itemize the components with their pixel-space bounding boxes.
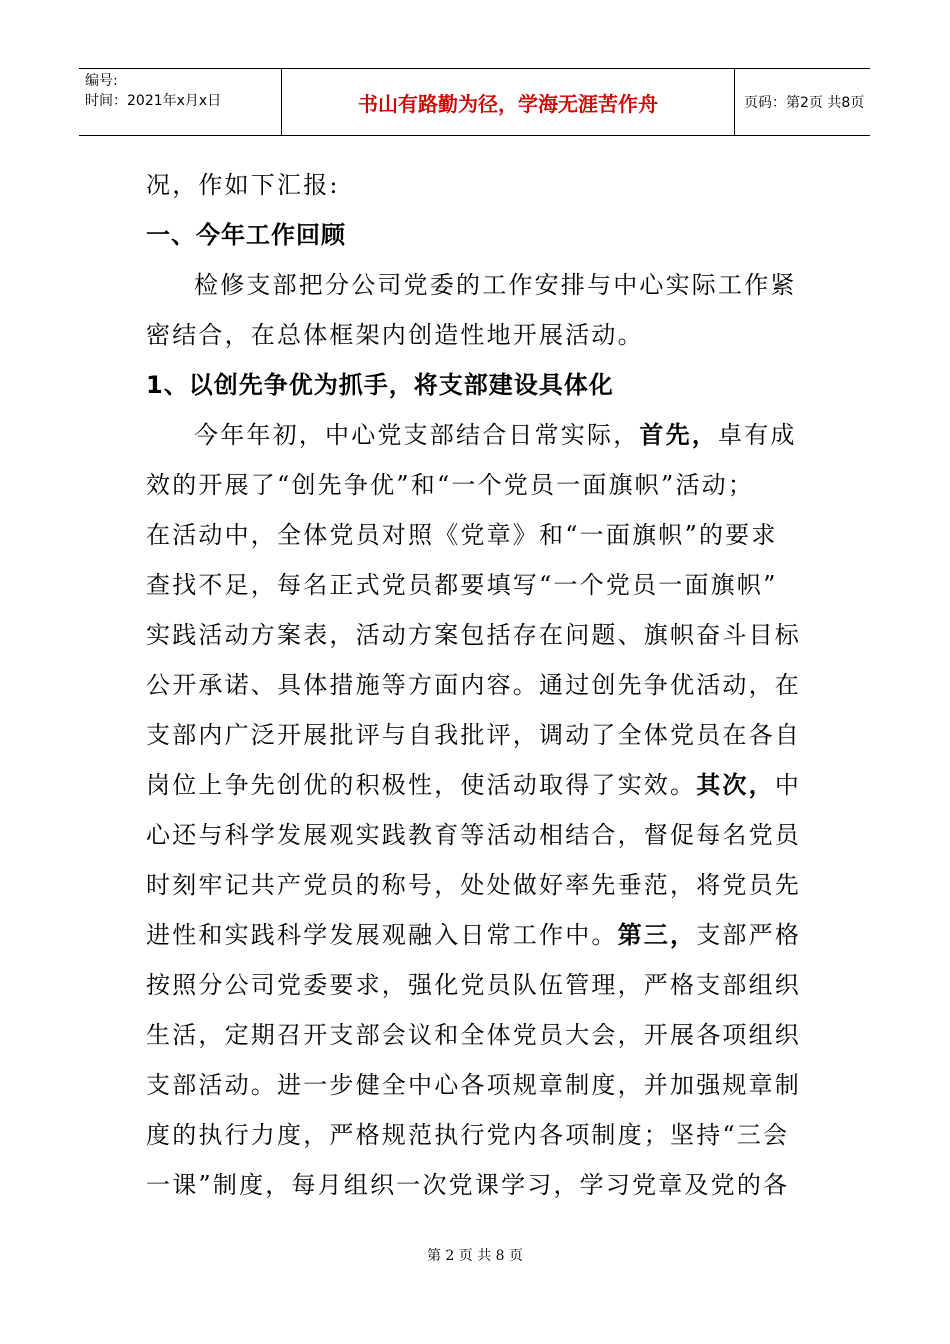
text-span: 卓有成 — [718, 421, 797, 449]
text-line: 心还与科学发展观实践教育等活动相结合，督促每名党员 — [146, 821, 801, 849]
text-line: 按照分公司党委要求，强化党员队伍管理，严格支部组织 — [146, 971, 801, 999]
emphasis-third: 第三， — [617, 921, 697, 949]
text-line: 查找不足，每名正式党员都要填写“一个党员一面旗帜” — [146, 571, 778, 599]
paragraph-start: 检修支部把分公司党委的工作安排与中心实际工作紧 — [194, 271, 797, 299]
text-line: 生活，定期召开支部会议和全体党员大会，开展各项组织 — [146, 1021, 801, 1049]
text-line: 效的开展了“创先争优”和“一个党员一面旗帜”活动； — [146, 471, 755, 499]
header-info-cell — [79, 69, 281, 135]
text-line: 密结合，在总体框架内创造性地开展活动。 — [146, 321, 644, 349]
text-span: 岗位上争先创优的积极性，使活动取得了实效。 — [146, 771, 697, 799]
text-line: 时刻牢记共产党员的称号，处处做好率先垂范，将党员先 — [146, 871, 801, 899]
text-span: 中 — [774, 771, 802, 799]
text-line: 况，作如下汇报: — [146, 171, 340, 199]
paragraph-start — [146, 410, 806, 460]
text-line: 支部活动。进一步健全中心各项规章制度，并加强规章制 — [146, 1071, 801, 1099]
text-line: 支部内广泛开展批评与自我批评，调动了全体党员在各自 — [146, 721, 801, 749]
text-line: 度的执行力度，严格规范执行党内各项制度；坚持“三会 — [146, 1121, 790, 1149]
text-line — [146, 760, 806, 810]
text-span: 今年年初，中心党支部结合日常实际， — [194, 421, 640, 449]
document-body — [146, 160, 806, 1210]
subsection-heading: 1、以创先争优为抓手，将支部建设具体化 — [146, 371, 614, 399]
header-table — [79, 68, 870, 136]
emphasis-first: 首先， — [639, 421, 719, 449]
text-line: 实践活动方案表，活动方案包括存在问题、旗帜奋斗目标 — [146, 621, 801, 649]
text-span: 支部严格 — [696, 921, 802, 949]
motto: 书山有路勤为径，学海无涯苦作舟 — [281, 69, 735, 135]
text-line — [146, 910, 806, 960]
page-label: 页码：第2页 共8页 — [744, 95, 865, 111]
section-heading: 一、今年工作回顾 — [146, 221, 346, 249]
emphasis-second: 其次， — [696, 771, 775, 799]
text-line: 公开承诺、具体措施等方面内容。通过创先争优活动，在 — [146, 671, 801, 699]
page-footer: 第 2 页 共 8 页 — [426, 1248, 524, 1264]
serial-label: 编号: — [85, 73, 118, 89]
text-line: 一课”制度，每月组织一次党课学习，学习党章及党的各 — [146, 1171, 790, 1199]
text-line: 在活动中，全体党员对照《党章》和“一面旗帜”的要求 — [146, 521, 778, 549]
text-span: 进性和实践科学发展观融入日常工作中。 — [146, 921, 618, 949]
time-label: 时间：2021年x月x日 — [85, 93, 222, 109]
